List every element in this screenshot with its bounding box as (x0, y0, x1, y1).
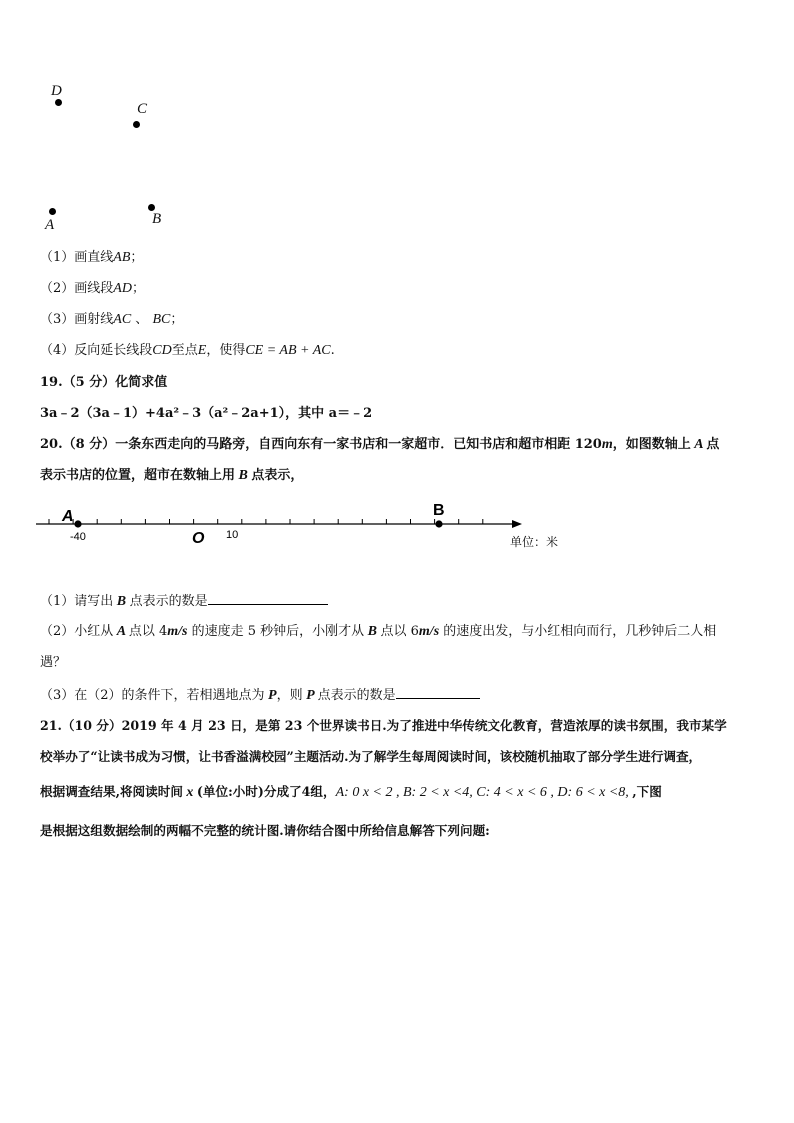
point-d (55, 99, 62, 106)
point-a (49, 208, 56, 215)
q19-header: 19.（5 分）化简求值 (40, 375, 168, 390)
axis-label-a: A (62, 508, 74, 525)
q21-line-2: 校举办了“让读书成为习惯，让书香溢满校园”主题活动.为了解学生每周阅读时间，该校随机抽取了部分学生进行调查， (40, 749, 702, 764)
q20-line-1: 20.（8 分）一条东西走向的马路旁，自西向东有一家书店和一家超市．已知书店和超市相距 120m，如图数轴上 A 点 (40, 437, 720, 452)
q20-sub-2: （2）小红从 A 点以 4m/s 的速度走 5 秒钟后，小刚才从 B 点以 6m/s 的速度出发，与小红相向而行，几秒钟后二人相 (40, 624, 717, 639)
q21-line-1: 21.（10 分）2019 年 4 月 23 日，是第 23 个世界读书日.为了推进中华传统文化教育，营造浓厚的读书氛围，我市某学 (40, 718, 727, 733)
axis-label-o: O (192, 530, 205, 547)
tick-label-10: 10 (226, 529, 239, 541)
q20-sub-1: （1）请写出 B 点表示的数是 (40, 592, 328, 611)
unit-label: 单位：米 (510, 535, 559, 549)
tick-label-neg40: -40 (70, 531, 86, 543)
q18-step-4: （4）反向延长线段CD至点E，使得CE = AB + AC. (40, 343, 335, 358)
q20-sub-2-cont: 遇？ (40, 655, 67, 670)
point-label-d: D (51, 83, 62, 99)
q21-line-4: 是根据这组数据绘制的两幅不完整的统计图.请你结合图中所给信息解答下列问题: (40, 823, 490, 838)
point-label-c: C (137, 101, 148, 117)
axis-label-b: B (433, 502, 445, 519)
axis-ticks (49, 519, 483, 524)
axis-arrow (512, 520, 522, 528)
point-label-a: A (45, 217, 55, 233)
q20-sub-3: （3）在（2）的条件下，若相遇地点为 P，则 P 点表示的数是 (40, 686, 480, 705)
point-c (133, 121, 140, 128)
q18-step-1: （1）画直线AB； (40, 250, 144, 265)
point-label-b: B (152, 211, 162, 227)
point-b (148, 204, 155, 211)
q18-step-3: （3）画射线AC 、 BC； (40, 312, 184, 327)
point-b-marker (435, 520, 442, 527)
q19-expression: 3a﹣2（3a﹣1）+4a²﹣3（a²﹣2a+1），其中 a＝﹣2 (40, 406, 373, 421)
q20-line-2: 表示书店的位置，超市在数轴上用 B 点表示， (40, 468, 304, 483)
answer-blank-1[interactable] (208, 592, 328, 605)
number-line (36, 498, 576, 550)
q18-step-2: （2）画线段AD； (40, 281, 145, 296)
answer-blank-2[interactable] (396, 686, 480, 699)
point-a-marker (74, 520, 81, 527)
q21-line-3: 根据调查结果,将阅读时间 x (单位:小时)分成了4组，A: 0 x < 2 , B: 2 < x <4, C: 4 < x < 6 , D: 6 < x <8, ,下图 (40, 784, 662, 800)
